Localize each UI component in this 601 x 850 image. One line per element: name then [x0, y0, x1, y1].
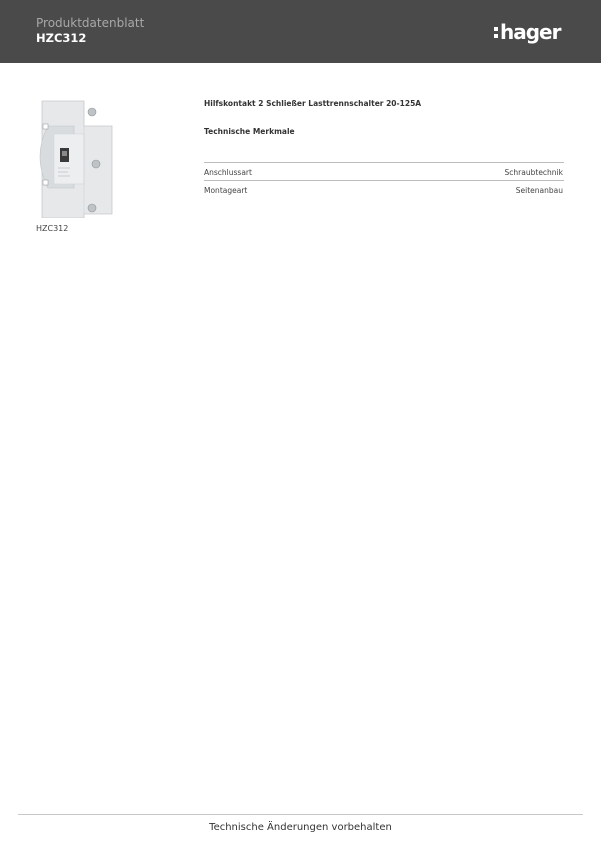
product-code: HZC312: [36, 31, 87, 45]
header-bar: [0, 0, 601, 63]
spec-label: Anschlussart: [204, 168, 252, 177]
spec-value: Seitenanbau: [515, 186, 563, 195]
switch-lever: [62, 151, 67, 156]
spec-row: [204, 180, 564, 198]
product-title: Hilfskontakt 2 Schließer Lasttrennschalter 20-125A: [204, 99, 422, 108]
spec-value: Schraubtechnik: [504, 168, 563, 177]
logo-dot-bottom: [494, 34, 498, 38]
document-type: Produktdatenblatt: [36, 16, 145, 30]
logo-dot-top: [494, 27, 498, 31]
terminal-left-top: [43, 124, 48, 129]
spec-table: [204, 162, 564, 198]
terminal-left-bottom: [43, 180, 48, 185]
section-title: Technische Merkmale: [204, 127, 295, 136]
hager-logo: [492, 18, 568, 46]
screw-bottom: [88, 204, 96, 212]
footer-divider: [18, 814, 583, 815]
product-image: [34, 96, 116, 218]
screw-top: [88, 108, 96, 116]
screw-mid: [92, 160, 100, 168]
image-caption: HZC312: [36, 224, 69, 233]
spec-label: Montageart: [204, 186, 248, 195]
logo-wordmark: hager: [500, 20, 561, 44]
spec-row: [204, 162, 564, 180]
footer-note: Technische Änderungen vorbehalten: [209, 822, 392, 833]
